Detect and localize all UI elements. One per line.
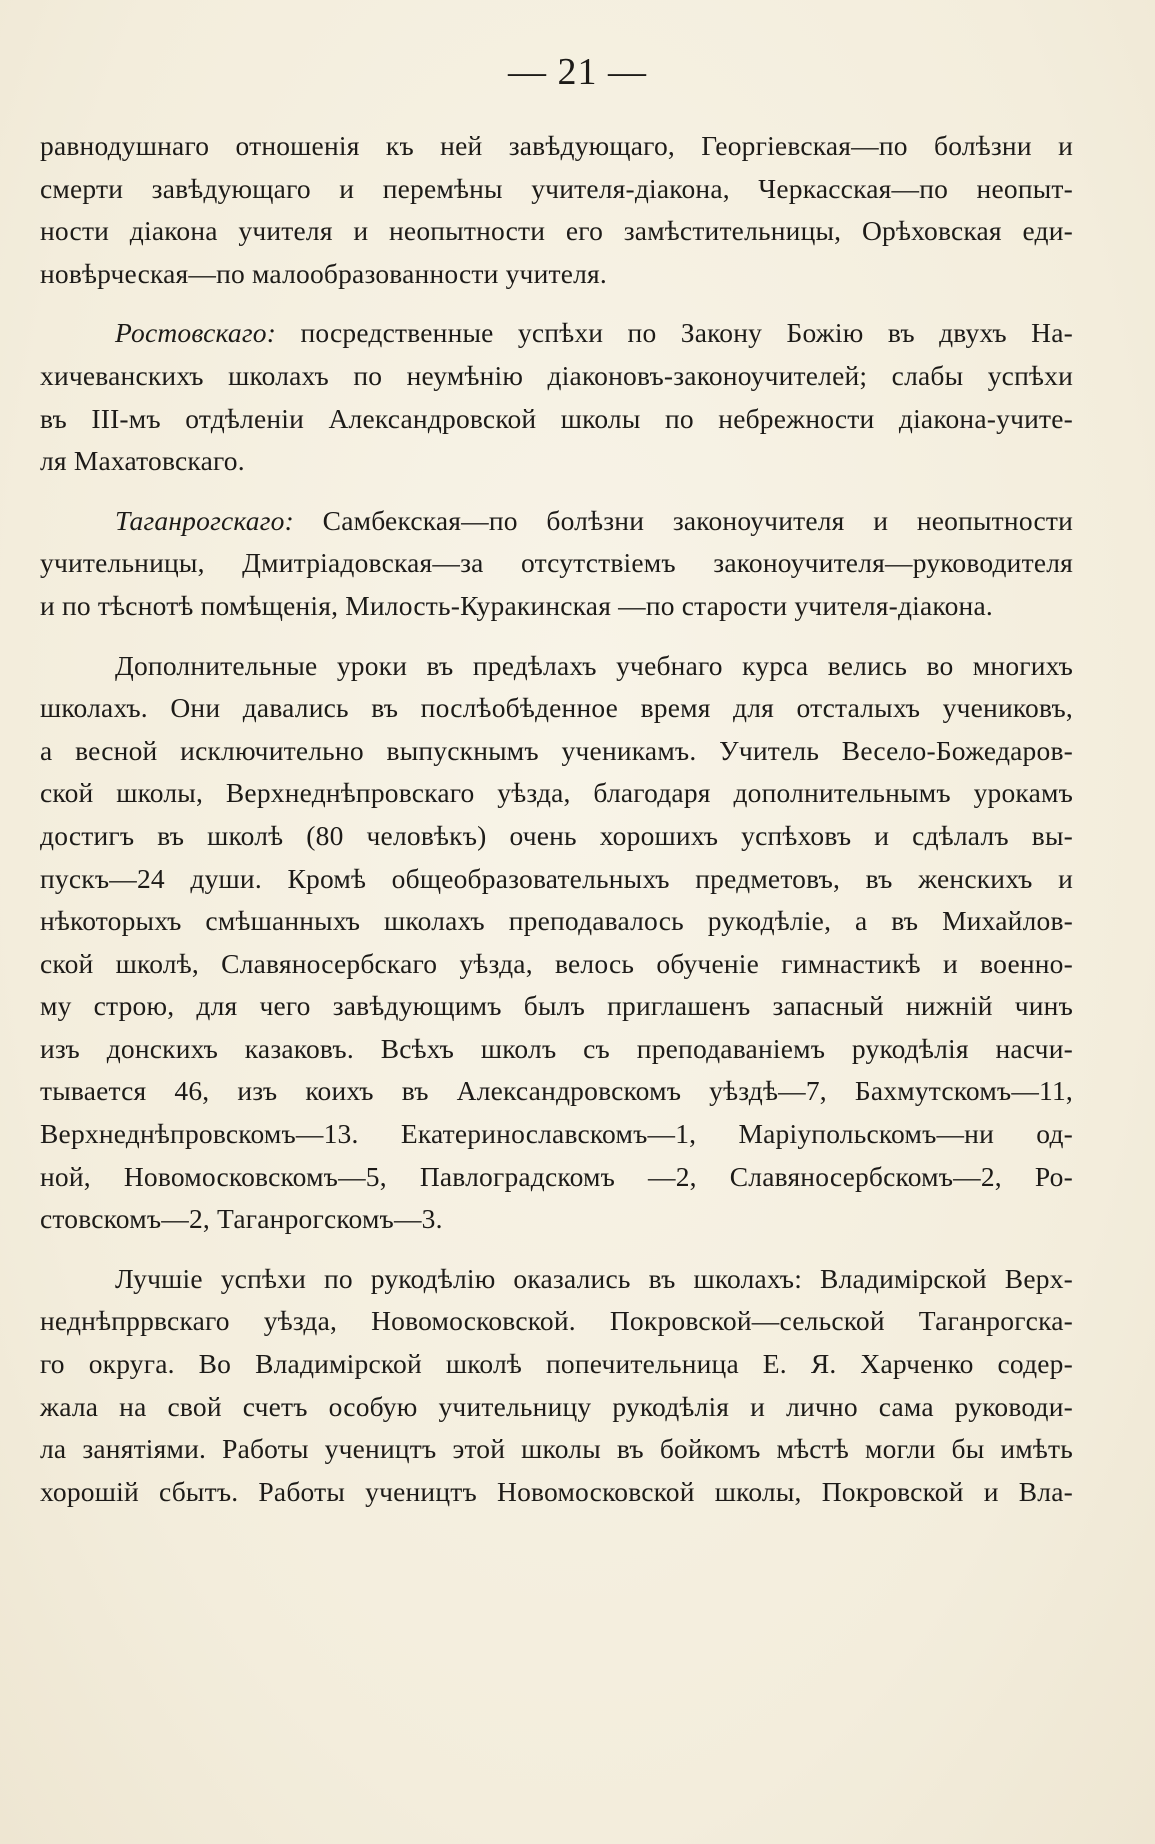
text-line: а весной исключительно выпускнымъ ученикамъ. Учитель Весело-Божедаров- — [40, 734, 1073, 766]
text-line: ля Махатовскаго. — [40, 445, 245, 477]
text-line: ской школы, Верхнеднѣпровскаго уѣзда, благодаря дополнительнымъ урокамъ — [40, 777, 1073, 809]
text-line — [40, 312, 1073, 355]
text-line: ности діакона учителя и неопытности его замѣстительницы, Орѣховская еди- — [40, 215, 1073, 247]
paragraph-4 — [40, 645, 1073, 1241]
text-line: хорошій сбытъ. Работы учеництъ Новомосковской школы, Покровской и Вла- — [40, 1475, 1073, 1507]
text-line: стовскомъ—2, Таганрогскомъ—3. — [40, 1203, 443, 1235]
text-line: смерти завѣдующаго и перемѣны учителя-діакона, Черкасская—по неопыт- — [40, 172, 1073, 204]
text-line: Дополнительные уроки въ предѣлахъ учебнаго курса велись во многихъ — [115, 649, 1073, 681]
text-line: достигъ въ школѣ (80 человѣкъ) очень хорошихъ успѣховъ и сдѣлалъ вы- — [40, 819, 1073, 851]
text-line: Верхнеднѣпровскомъ—13. Екатеринославскомъ—1, Маріупольскомъ—ни од- — [40, 1118, 1073, 1150]
text-line: ла занятіями. Работы учеництъ этой школы въ бойкомъ мѣстѣ могли бы имѣть — [40, 1433, 1073, 1465]
page-number: — 21 — — [508, 51, 647, 93]
text-line: ной, Новомосковскомъ—5, Павлоградскомъ —2, Славяносербскомъ—2, Ро- — [40, 1160, 1073, 1192]
text-line: изъ донскихъ казаковъ. Всѣхъ школъ съ преподаваніемъ рукодѣлія насчи- — [40, 1032, 1073, 1064]
text-line: учительницы, Дмитріадовская—за отсутствіемъ законоучителя—руководителя — [40, 547, 1073, 579]
paragraph-3 — [40, 500, 1073, 628]
paragraph-5 — [40, 1258, 1073, 1514]
text-line: жала на свой счетъ особую учительницу рукодѣлія и лично сама руководи- — [40, 1390, 1073, 1422]
body-text — [40, 125, 1073, 1530]
text-line: Лучшіе успѣхи по рукодѣлію оказались въ школахъ: Владимірской Верх- — [115, 1262, 1073, 1294]
text-line: ской школѣ, Славяносербскаго уѣзда, велось обученіе гимнастикѣ и военно- — [40, 947, 1073, 979]
paragraph-1 — [40, 125, 1073, 295]
text-line-rest: посредственные успѣхи по Закону Божію въ двухъ На- — [276, 317, 1073, 349]
text-line: му строю, для чего завѣдующимъ былъ приглашенъ запасный нижній чинъ — [40, 990, 1073, 1022]
district-heading: Таганрогскаго: — [115, 504, 294, 536]
text-line: го округа. Во Владимірской школѣ попечительница Е. Я. Харченко содер- — [40, 1348, 1073, 1380]
text-line: нѣкоторыхъ смѣшанныхъ школахъ преподавалось рукодѣліе, а въ Михайлов- — [40, 905, 1073, 937]
text-line: хичеванскихъ школахъ по неумѣнію діаконовъ-законоучителей; слабы успѣхи — [40, 359, 1073, 391]
text-line: пускъ—24 души. Кромѣ общеобразовательныхъ предметовъ, въ женскихъ и — [40, 862, 1073, 894]
text-line — [40, 500, 1073, 543]
text-line: равнодушнаго отношенія къ ней завѣдующаго, Георгіевская—по болѣзни и — [40, 130, 1073, 161]
paragraph-2 — [40, 312, 1073, 482]
text-line: и по тѣснотѣ помѣщенія, Милость-Куракинская —по старости учителя-діакона. — [40, 589, 993, 621]
text-line: школахъ. Они давались въ послѣобѣденное время для отсталыхъ учениковъ, — [40, 692, 1073, 724]
text-line: тывается 46, изъ коихъ въ Александровскомъ уѣздѣ—7, Бахмутскомъ—11, — [40, 1075, 1073, 1107]
text-line: новѣрческая—по малообразованности учителя. — [40, 257, 607, 289]
district-heading: Ростовскаго: — [115, 317, 277, 349]
text-line-rest: Самбекская—по болѣзни законоучителя и неопытности — [293, 504, 1073, 536]
text-line: въ III-мъ отдѣленіи Александровской школы по небрежности діакона-учите- — [40, 402, 1073, 434]
text-line: неднѣпррвскаго уѣзда, Новомосковской. Покровской—сельской Таганрогска- — [40, 1305, 1073, 1337]
